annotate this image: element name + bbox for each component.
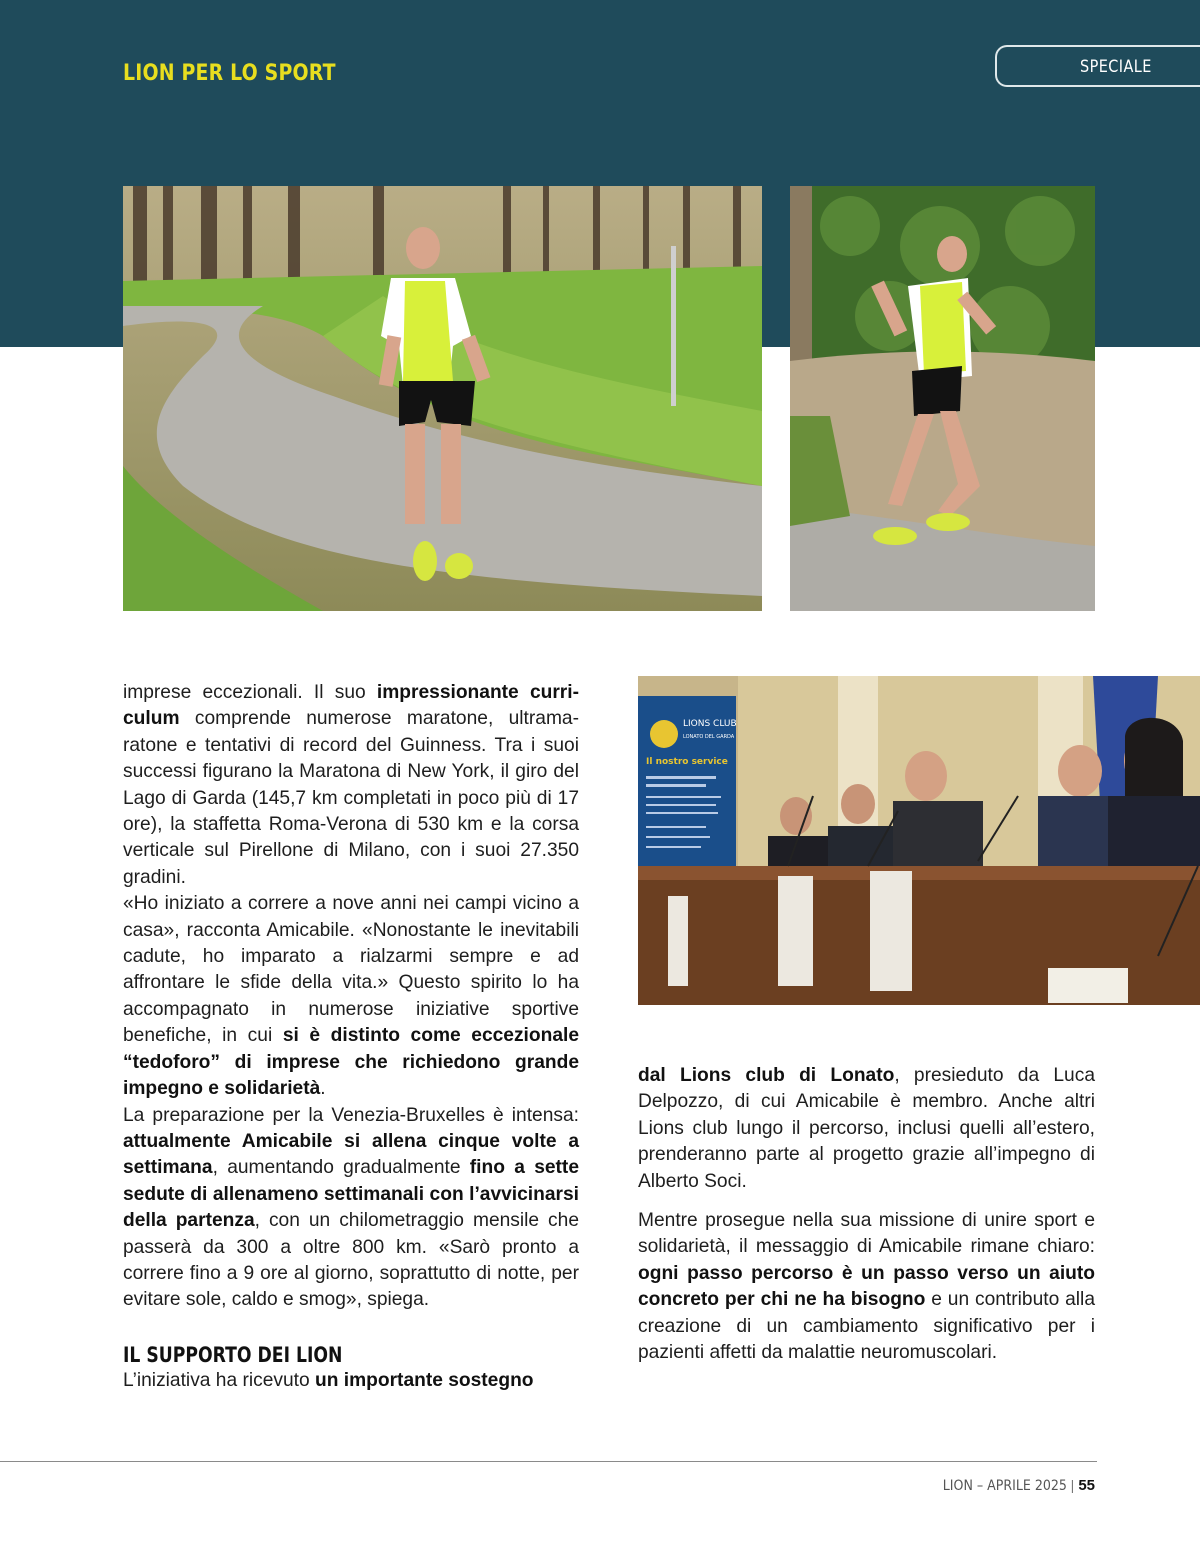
right-paragraph-1 [638, 1063, 1095, 1195]
speciale-tab-label: SPECIALE [1080, 57, 1152, 77]
text-run-bold: un importante sostegno [314, 1369, 534, 1391]
text-run: Mentre prosegue nella sua missione di unire sport e solidarietà, il messaggio di Amicabile rimane chiaro: [638, 1210, 1095, 1258]
section-subheading: IL SUPPORTO DEI LION [123, 1342, 343, 1367]
text-run: «Ho iniziato a correre a nove anni nei campi vicino a casa», racconta Amicabile. «Nonostante le inevitabili cadute, ho imparato a rialzarmi sempre e ad affrontare le sfide della vita.» Questo spirito lo ha accompagnato in numerose iniziative sportive benefiche, in cui [123, 893, 579, 1047]
text-run-bold: impressionante curriculum [123, 682, 579, 730]
text-run-bold: fino a sette sedute di allenameno settimanali con l’avvicinarsi della partenza [123, 1157, 579, 1232]
banner-service-text: Il nostro service [646, 757, 728, 767]
left-paragraph-1 [123, 680, 579, 891]
text-run: imprese eccezionali. Il suo [123, 682, 377, 703]
article-right-column [638, 1063, 1095, 1366]
text-run: comprende numerose maratone, ultramaratone e tentativi di record del Guinness. Tra i suoi successi figurano la Maratona di New York, il giro del Lago di Garda (145,7 km completati in poco più di 17 ore), la staffetta Roma-Verona di 530 km e la corsa verticale sul Pirellone di Milano, con i suoi 27.350 gradini. [123, 708, 579, 888]
text-run: , presieduto da Luca Delpozzo, di cui Amicabile è membro. Anche altri Lions club lungo il percorso, inclusi quelli all’estero, prenderanno parte al progetto grazie all’impegno di Alberto Soci. [638, 1065, 1095, 1192]
banner-sub-text: LONATO DEL GARDA [683, 734, 735, 740]
section-label: LION PER LO SPORT [123, 61, 336, 86]
press-conference-photo [638, 676, 1200, 1005]
text-run: . [320, 1078, 326, 1100]
article-left-column [123, 680, 579, 1394]
page-footer [929, 1477, 1095, 1494]
runner-front-photo [123, 186, 762, 611]
text-run: L’iniziativa ha ricevuto [123, 1369, 315, 1391]
runner-side-photo [790, 186, 1095, 611]
left-paragraph-4 [123, 1368, 579, 1394]
banner-club-text: LIONS CLUB [683, 719, 737, 729]
page-number: 55 [1078, 1477, 1095, 1494]
footer-rule [0, 1461, 1097, 1462]
text-run: , aumentando gradualmente [212, 1157, 470, 1179]
text-run: La preparazione per la Venezia-Bruxelles è intensa: [123, 1104, 579, 1126]
text-run: e un contributo alla creazione di un cambiamento significativo per i pazienti affetti da malattie neuromuscolari. [638, 1289, 1095, 1364]
right-paragraph-2 [638, 1208, 1095, 1366]
text-run-bold: attualmente Amicabile si allena cinque volte a settimana [123, 1130, 579, 1179]
text-run-bold: dal Lions club di Lonato [638, 1065, 895, 1086]
publication-info: LION – APRILE 2025 [942, 1478, 1067, 1494]
left-paragraph-2 [123, 891, 579, 1102]
footer-separator: | [1070, 1477, 1075, 1493]
left-paragraph-3 [123, 1103, 579, 1314]
text-run-bold: ogni passo percorso è un passo verso un aiuto concreto per chi ne ha bisogno [638, 1262, 1095, 1311]
text-run: , con un chilometraggio mensile che passerà da 300 a oltre 800 km. «Sarò pronto a correre fino a 9 ore al giorno, soprattutto di notte, per evitare sole, caldo e smog», spiega. [123, 1210, 579, 1311]
text-run-bold: si è distinto come eccezionale “tedoforo” di imprese che richiedono grande impegno e solidarietà [123, 1025, 580, 1100]
